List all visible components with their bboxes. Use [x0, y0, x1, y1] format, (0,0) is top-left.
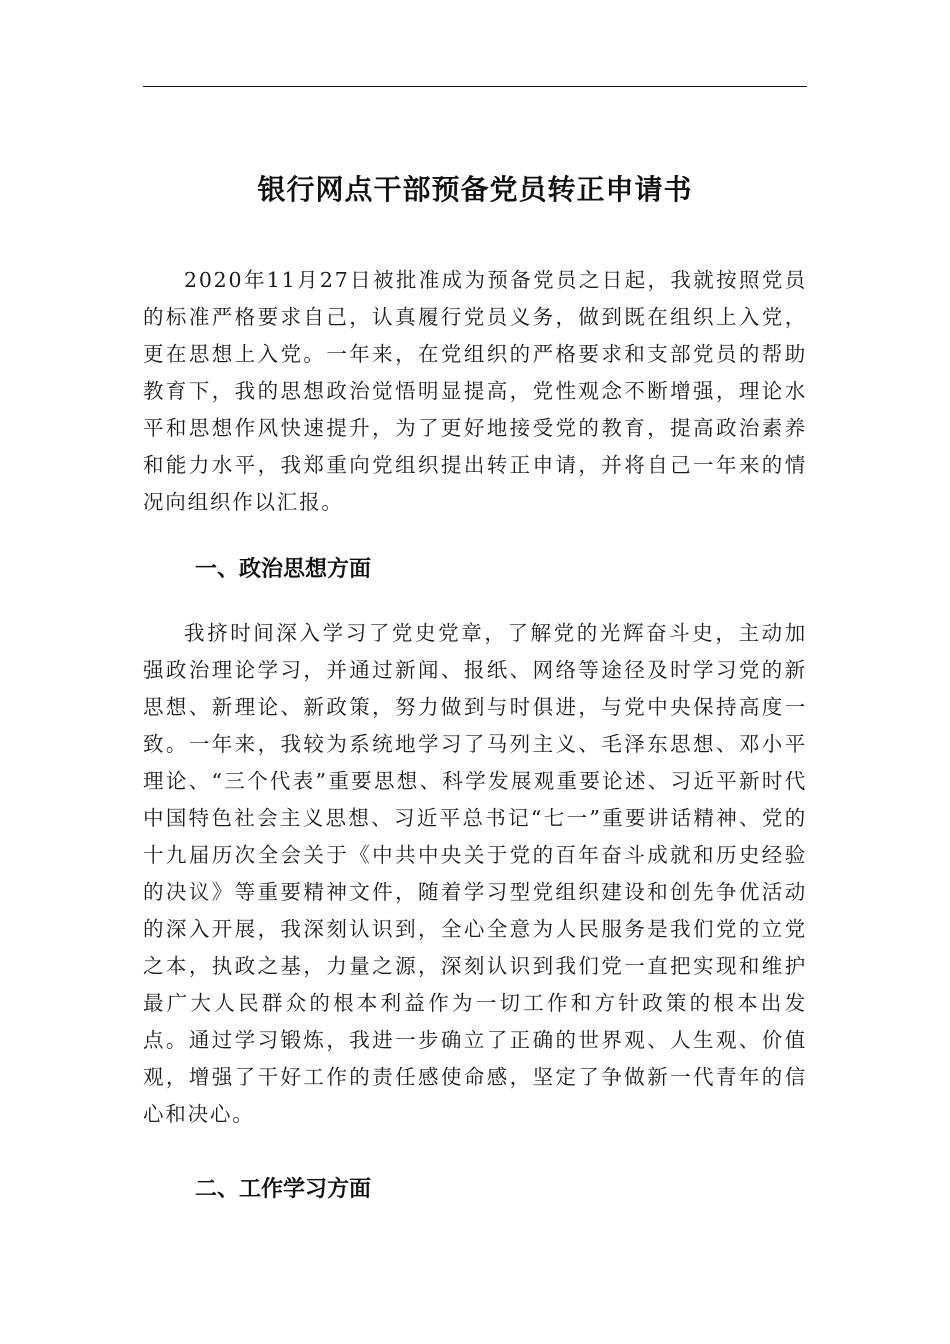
- section-heading-political: 一、政治思想方面: [195, 557, 372, 582]
- intro-paragraph: 2020年11月27日被批准成为预备党员之日起，我就按照党员的标准严格要求自己，认真履行党员义务，做到既在组织上入党，更在思想上入党。一年来，在党组织的严格要求和支部党员的帮助教育下，我的思想政治觉悟明显提高，党性观念不断增强，理论水平和思想作风快速提升，为了更好地接受党的教育，提高政治素养和能力水平，我郑重向党组织提出转正申请，并将自己一年来的情况向组织作以汇报。: [143, 268, 807, 514]
- document-title: 银行网点干部预备党员转正申请书: [257, 173, 693, 206]
- political-paragraph: 我挤时间深入学习了党史党章，了解党的光辉奋斗史，主动加强政治理论学习，并通过新闻、报纸、网络等途径及时学习党的新思想、新理论、新政策，努力做到与时俱进，与党中央保持高度一致。一年来，我较为系统地学习了马列主义、毛泽东思想、邓小平理论、“三个代表”重要思想、科学发展观重要论述、习近平新时代中国特色社会主义思想、习近平总书记“七一”重要讲话精神、党的十九届历次全会关于《中共中央关于党的百年奋斗成就和历史经验的决议》等重要精神文件，随着学习型党组织建设和创先争优活动的深入开展，我深刻认识到，全心全意为人民服务是我们党的立党之本，执政之基，力量之源，深刻认识到我们党一直把实现和维护最广大人民群众的根本利益作为一切工作和方针政策的根本出发点。通过学习锻炼，我进一步确立了正确的世界观、人生观、价值观，增强了干好工作的责任感使命感，坚定了争做新一代青年的信心和决心。: [143, 621, 807, 1126]
- header-rule: [143, 86, 807, 87]
- section-heading-work-study: 二、工作学习方面: [195, 1177, 372, 1202]
